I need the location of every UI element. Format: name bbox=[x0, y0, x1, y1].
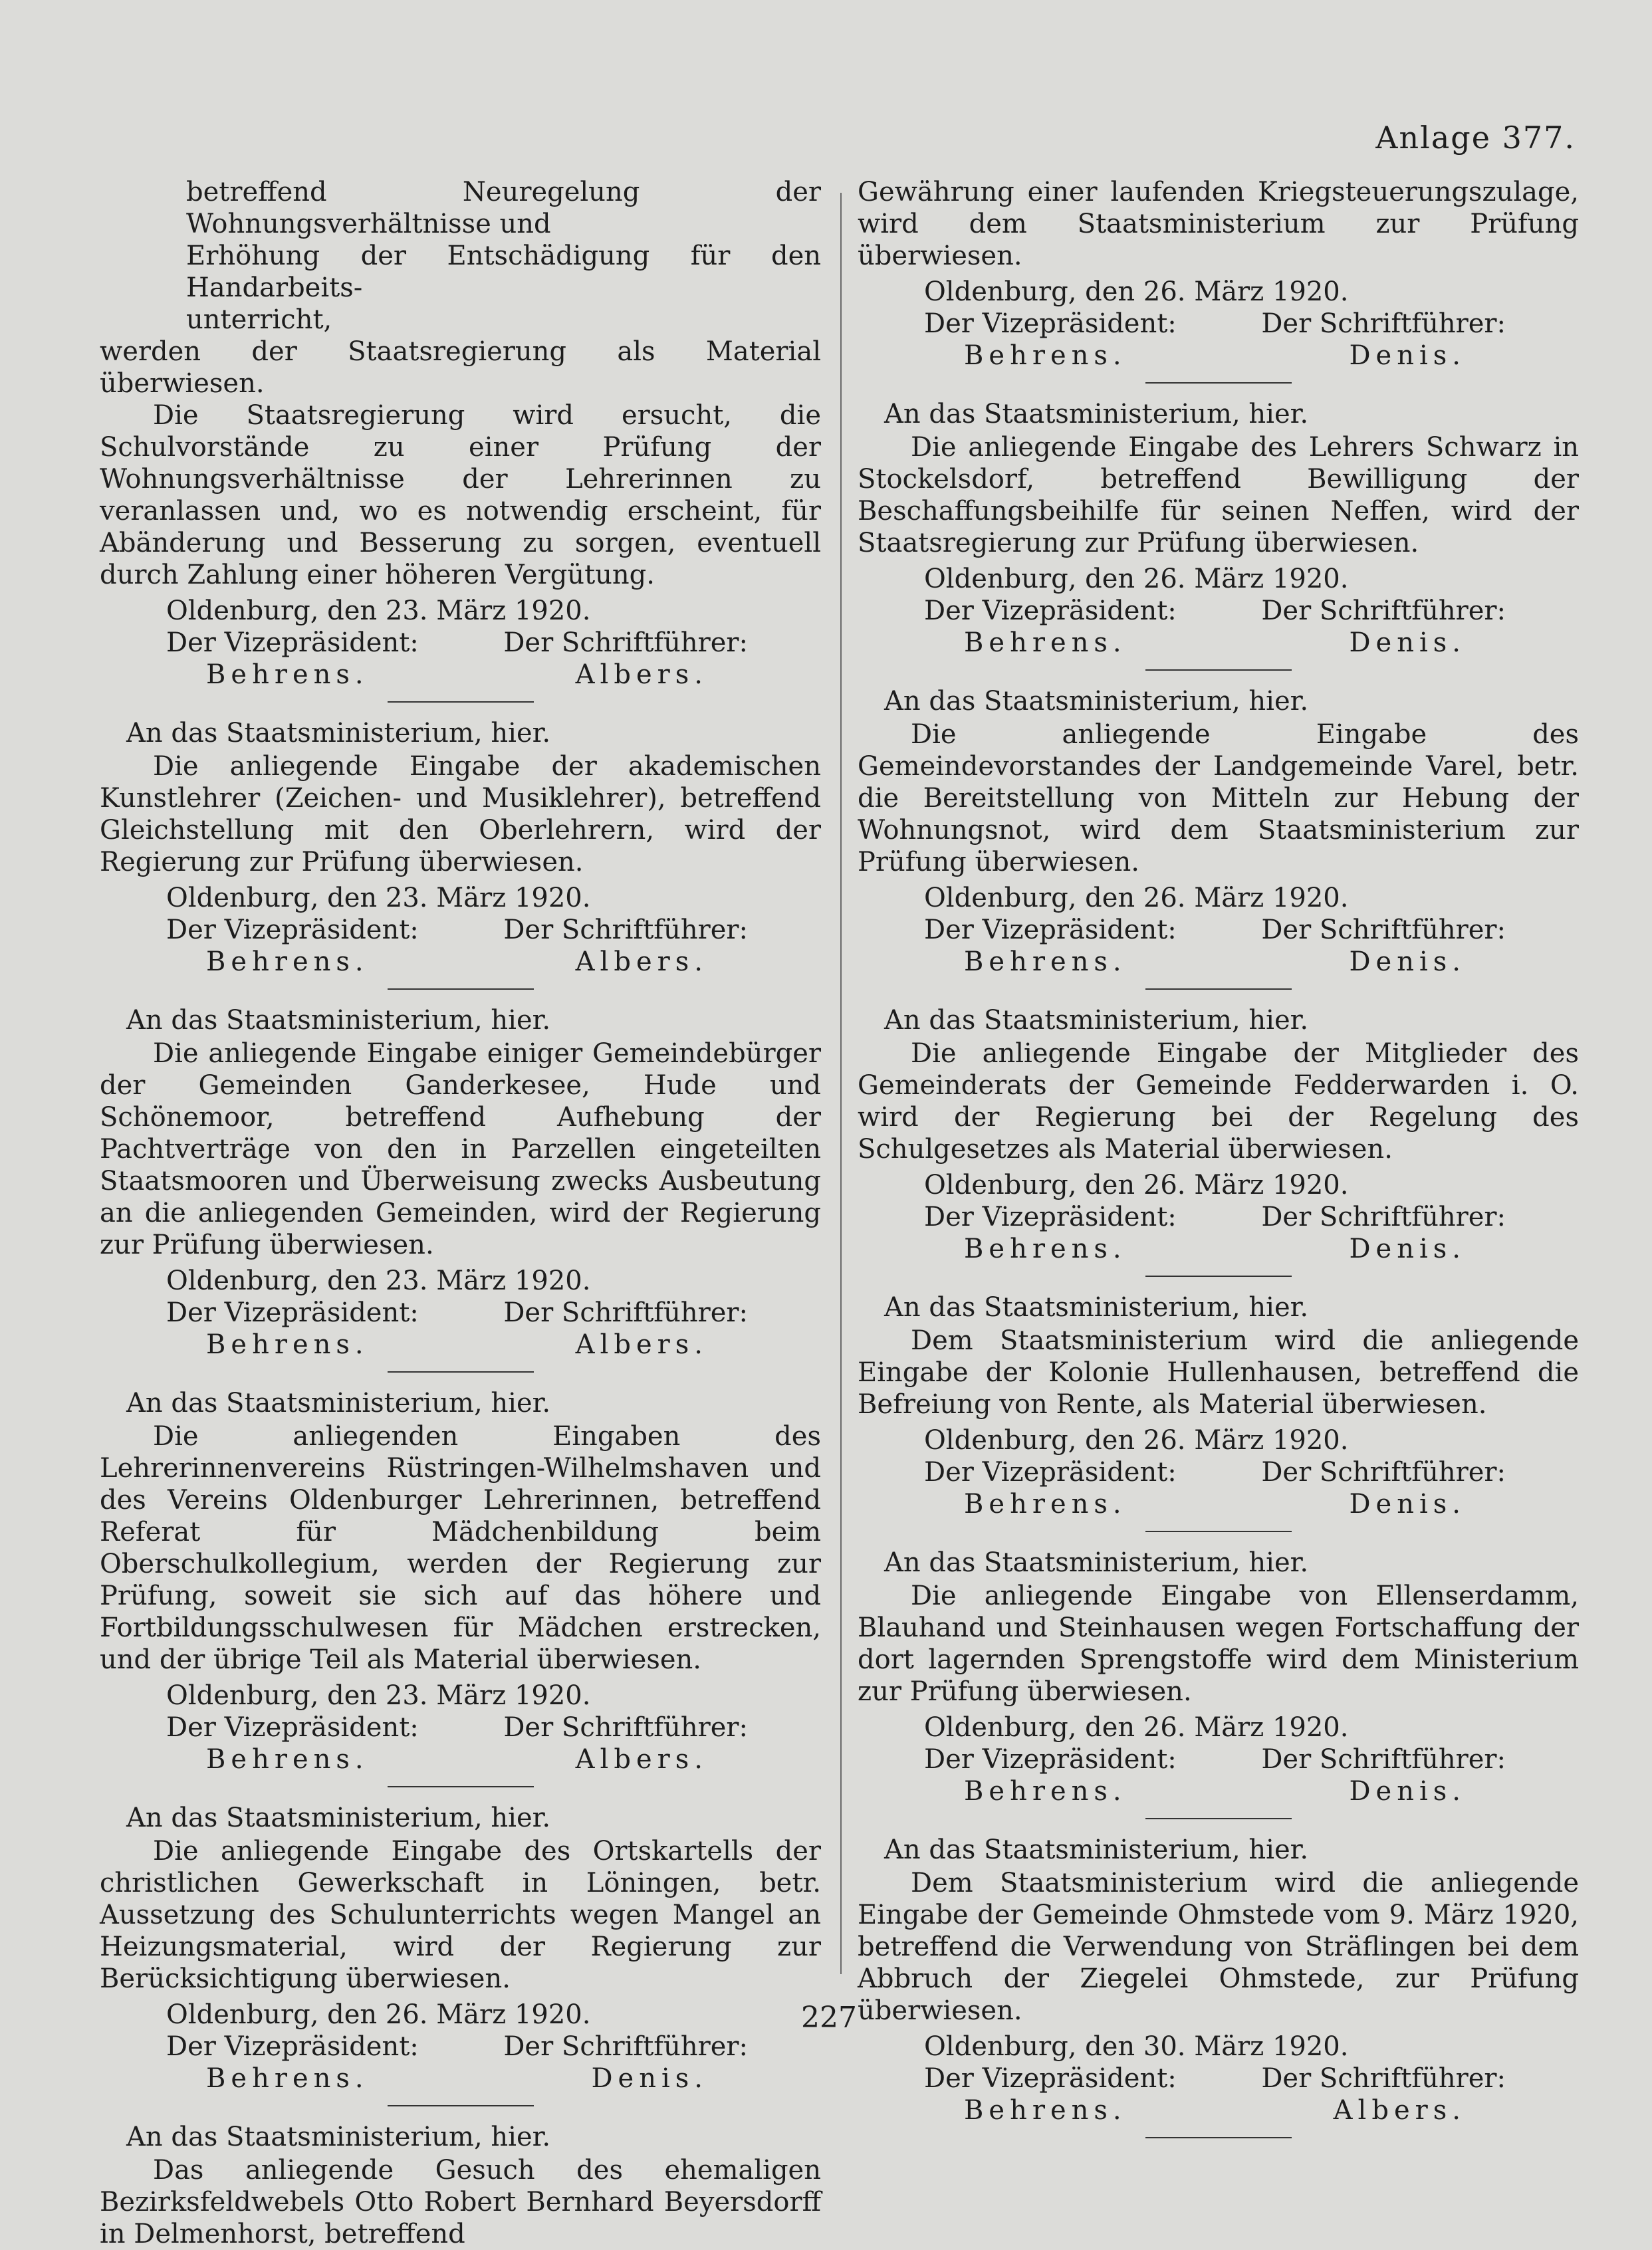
page-header-title: Anlage 377. bbox=[1375, 120, 1576, 156]
entry-text: Die anliegende Eingabe einiger Gemeindebürger der Gemeinden Ganderkesee, Hude und Schönemoor, betreffend Aufhebung der Pachtverträge von den in Parzellen eingeteilten Staatsmooren und Überweisung zwecks Ausbeutung an die anliegenden Gemeinden, wird der Regierung zur Prüfung überwiesen. bbox=[100, 1038, 821, 1260]
secretary-name: Denis. bbox=[1349, 1489, 1466, 1519]
signature-names bbox=[858, 1233, 1579, 1265]
signature-names bbox=[858, 340, 1579, 372]
vice-president-label: Der Vizepräsident: bbox=[166, 627, 419, 658]
addressee: An das Staatsministerium, hier. bbox=[126, 718, 551, 748]
secretary-name: Albers. bbox=[575, 947, 708, 977]
addressee: An das Staatsministerium, hier. bbox=[884, 1835, 1309, 1865]
secretary-name: Denis. bbox=[1349, 627, 1466, 658]
place-date: Oldenburg, den 23. März 1920. bbox=[166, 1266, 591, 1296]
signature-names bbox=[100, 946, 821, 978]
intro-line-1: betreffend Neuregelung der Wohnungsverhältnisse und bbox=[186, 177, 821, 239]
signature-labels bbox=[858, 1201, 1579, 1233]
secretary-label: Der Schriftführer: bbox=[503, 1712, 748, 1743]
separator-rule bbox=[388, 2105, 534, 2106]
intro-text-3: Die Staatsregierung wird ersucht, die Schulvorstände zu einer Prüfung der Wohnungsverhältnisse der Lehrerinnen zu veranlassen und, wo es notwendig erscheint, für Abänderung und Besserung zu sorgen, eventuell durch Zahlung einer höheren Vergütung. bbox=[100, 400, 821, 590]
entry-text: Die anliegende Eingabe des Lehrers Schwarz in Stockelsdorf, betreffend Bewilligung der Beschaffungsbeihilfe für seinen Neffen, wird der Staatsregierung zur Prüfung überwiesen. bbox=[858, 432, 1579, 558]
vice-president-name: Behrens. bbox=[964, 1234, 1127, 1264]
vice-president-name: Behrens. bbox=[964, 340, 1127, 371]
secretary-label: Der Schriftführer: bbox=[1261, 915, 1506, 945]
secretary-label: Der Schriftführer: bbox=[503, 915, 748, 945]
vice-president-label: Der Vizepräsident: bbox=[924, 915, 1177, 945]
column-divider bbox=[840, 193, 842, 1974]
entry bbox=[100, 717, 821, 990]
secretary-label: Der Schriftführer: bbox=[1261, 1202, 1506, 1232]
signature-labels bbox=[100, 914, 821, 946]
addressee: An das Staatsministerium, hier. bbox=[126, 1388, 551, 1418]
signature-names bbox=[100, 659, 821, 691]
page-number: 227 bbox=[801, 2001, 857, 2035]
signature-names bbox=[858, 627, 1579, 659]
vice-president-name: Behrens. bbox=[964, 627, 1127, 658]
vice-president-label: Der Vizepräsident: bbox=[166, 2031, 419, 2062]
place-date: Oldenburg, den 26. März 1920. bbox=[924, 277, 1349, 307]
vice-president-label: Der Vizepräsident: bbox=[924, 1457, 1177, 1488]
vice-president-name: Behrens. bbox=[206, 1329, 369, 1360]
place-date: Oldenburg, den 26. März 1920. bbox=[166, 1999, 591, 2030]
right-column bbox=[858, 176, 1579, 2153]
entry bbox=[858, 1004, 1579, 1277]
entry bbox=[858, 398, 1579, 671]
signature-labels bbox=[100, 627, 821, 659]
signature-labels bbox=[858, 2063, 1579, 2094]
secretary-name: Albers. bbox=[575, 659, 708, 690]
separator-rule bbox=[1145, 2137, 1292, 2138]
secretary-label: Der Schriftführer: bbox=[1261, 308, 1506, 339]
signature-names bbox=[858, 1775, 1579, 1807]
signature-labels bbox=[858, 595, 1579, 627]
separator-rule bbox=[388, 1371, 534, 1373]
intro-line-3: unterricht, bbox=[186, 304, 332, 335]
vice-president-label: Der Vizepräsident: bbox=[924, 1744, 1177, 1775]
entry bbox=[858, 685, 1579, 990]
entry-text: Das anliegende Gesuch des ehemaligen Bezirksfeldwebels Otto Robert Bernhard Beyersdorff in Delmenhorst, betreffend bbox=[100, 2155, 821, 2249]
secretary-name: Albers. bbox=[575, 1329, 708, 1360]
intro-text-2: werden der Staatsregierung als Material überwiesen. bbox=[100, 336, 821, 399]
place-date: Oldenburg, den 30. März 1920. bbox=[924, 2031, 1349, 2062]
secretary-name: Albers. bbox=[1333, 2095, 1466, 2126]
entry bbox=[858, 1834, 1579, 2138]
entry bbox=[858, 1292, 1579, 1532]
place-date: Oldenburg, den 26. März 1920. bbox=[924, 883, 1349, 913]
vice-president-label: Der Vizepräsident: bbox=[924, 2063, 1177, 2094]
separator-rule bbox=[1145, 988, 1292, 990]
separator-rule bbox=[388, 988, 534, 990]
signature-names bbox=[858, 1488, 1579, 1520]
addressee: An das Staatsministerium, hier. bbox=[126, 1803, 551, 1833]
signature-names bbox=[100, 1744, 821, 1775]
vice-president-name: Behrens. bbox=[964, 1776, 1127, 1807]
signature-names bbox=[100, 1329, 821, 1361]
entry bbox=[100, 1004, 821, 1373]
signature-labels bbox=[858, 914, 1579, 946]
secretary-label: Der Schriftführer: bbox=[1261, 1744, 1506, 1775]
separator-rule bbox=[388, 1786, 534, 1787]
intro-line-2: Erhöhung der Entschädigung für den Handarbeits- bbox=[186, 241, 821, 303]
addressee: An das Staatsministerium, hier. bbox=[884, 1292, 1309, 1323]
vice-president-label: Der Vizepräsident: bbox=[924, 596, 1177, 626]
place-date: Oldenburg, den 26. März 1920. bbox=[924, 1425, 1349, 1456]
place-date: Oldenburg, den 23. März 1920. bbox=[166, 596, 591, 626]
addressee: An das Staatsministerium, hier. bbox=[884, 1547, 1309, 1578]
vice-president-name: Behrens. bbox=[964, 947, 1127, 977]
entry bbox=[100, 1802, 821, 2106]
vice-president-label: Der Vizepräsident: bbox=[166, 1712, 419, 1743]
secretary-name: Denis. bbox=[1349, 1234, 1466, 1264]
place-date: Oldenburg, den 26. März 1920. bbox=[924, 564, 1349, 594]
secretary-label: Der Schriftführer: bbox=[1261, 2063, 1506, 2094]
addressee: An das Staatsministerium, hier. bbox=[884, 686, 1309, 717]
continuation-entry bbox=[858, 176, 1579, 384]
secretary-name: Denis. bbox=[1349, 1776, 1466, 1807]
place-date: Oldenburg, den 26. März 1920. bbox=[924, 1712, 1349, 1743]
secretary-name: Denis. bbox=[1349, 340, 1466, 371]
vice-president-name: Behrens. bbox=[206, 659, 369, 690]
signature-names bbox=[858, 946, 1579, 978]
left-column bbox=[100, 176, 821, 2250]
entry-text: Die anliegende Eingabe von Ellenserdamm, Blauhand und Steinhausen wegen Fortschaffung der dort lagernden Sprengstoffe wird dem Ministerium zur Prüfung überwiesen. bbox=[858, 1581, 1579, 1707]
separator-rule bbox=[1145, 669, 1292, 671]
vice-president-name: Behrens. bbox=[206, 2063, 369, 2094]
vice-president-name: Behrens. bbox=[206, 1744, 369, 1775]
intro-entry bbox=[100, 176, 821, 703]
entry-text: Gewährung einer laufenden Kriegsteuerungszulage, wird dem Staatsministerium zur Prüfung überwiesen. bbox=[858, 177, 1579, 271]
vice-president-label: Der Vizepräsident: bbox=[924, 1202, 1177, 1232]
signature-names bbox=[100, 2063, 821, 2094]
entry-text: Die anliegende Eingabe des Ortskartells der christlichen Gewerkschaft in Löningen, betr. Aussetzung des Schulunterrichts wegen Mangel an Heizungsmaterial, wird der Regierung zur Berücksichtigung überwiesen. bbox=[100, 1836, 821, 1994]
vice-president-label: Der Vizepräsident: bbox=[166, 915, 419, 945]
secretary-label: Der Schriftführer: bbox=[503, 1297, 748, 1328]
addressee: An das Staatsministerium, hier. bbox=[884, 1005, 1309, 1036]
secretary-name: Denis. bbox=[1349, 947, 1466, 977]
vice-president-label: Der Vizepräsident: bbox=[924, 308, 1177, 339]
entry-text: Dem Staatsministerium wird die anliegende Eingabe der Kolonie Hullenhausen, betreffend die Befreiung von Rente, als Material überwiesen. bbox=[858, 1325, 1579, 1420]
vice-president-name: Behrens. bbox=[964, 1489, 1127, 1519]
place-date: Oldenburg, den 23. März 1920. bbox=[166, 1680, 591, 1711]
secretary-label: Der Schriftführer: bbox=[1261, 596, 1506, 626]
signature-labels bbox=[100, 2031, 821, 2063]
addressee: An das Staatsministerium, hier. bbox=[126, 1005, 551, 1036]
place-date: Oldenburg, den 26. März 1920. bbox=[924, 1170, 1349, 1200]
addressee: An das Staatsministerium, hier. bbox=[884, 399, 1309, 429]
entry bbox=[100, 1387, 821, 1787]
vice-president-name: Behrens. bbox=[964, 2095, 1127, 2126]
signature-names bbox=[858, 2094, 1579, 2126]
secretary-name: Albers. bbox=[575, 1744, 708, 1775]
separator-rule bbox=[1145, 1818, 1292, 1819]
addressee: An das Staatsministerium, hier. bbox=[126, 2122, 551, 2152]
entry-text: Die anliegende Eingabe der Mitglieder des Gemeinderats der Gemeinde Fedderwarden i. O. wird der Regierung bei der Regelung des Schulgesetzes als Material überwiesen. bbox=[858, 1038, 1579, 1165]
signature-labels bbox=[100, 1712, 821, 1744]
vice-president-label: Der Vizepräsident: bbox=[166, 1297, 419, 1328]
entry-text: Die anliegende Eingabe der akademischen Kunstlehrer (Zeichen- und Musiklehrer), betreffend Gleichstellung mit den Oberlehrern, wird der Regierung zur Prüfung überwiesen. bbox=[100, 751, 821, 877]
entry-text: Die anliegenden Eingaben des Lehrerinnenvereins Rüstringen-Wilhelmshaven und des Vereins Oldenburger Lehrerinnen, betreffend Referat für Mädchenbildung beim Oberschulkollegium, werden der Regierung zur Prüfung, soweit sie sich auf das höhere und Fortbildungsschulwesen für Mädchen erstrecken, und der übrige Teil als Material überwiesen. bbox=[100, 1421, 821, 1675]
entry bbox=[100, 2121, 821, 2250]
vice-president-name: Behrens. bbox=[206, 947, 369, 977]
entry-text: Die anliegende Eingabe des Gemeindevorstandes der Landgemeinde Varel, betr. die Bereitstellung von Mitteln zur Hebung der Wohnungsnot, wird dem Staatsministerium zur Prüfung überwiesen. bbox=[858, 719, 1579, 877]
signature-labels bbox=[100, 1297, 821, 1329]
signature-labels bbox=[858, 308, 1579, 340]
signature-labels bbox=[858, 1456, 1579, 1488]
entry-text: Dem Staatsministerium wird die anliegende Eingabe der Gemeinde Ohmstede vom 9. März 1920, betreffend die Verwendung von Sträflingen bei dem Abbruch der Ziegelei Ohmstede, zur Prüfung überwiesen. bbox=[858, 1868, 1579, 2026]
secretary-label: Der Schriftführer: bbox=[503, 627, 748, 658]
entry bbox=[858, 1547, 1579, 1819]
separator-rule bbox=[1145, 1531, 1292, 1532]
secretary-label: Der Schriftführer: bbox=[503, 2031, 748, 2062]
place-date: Oldenburg, den 23. März 1920. bbox=[166, 883, 591, 913]
signature-labels bbox=[858, 1744, 1579, 1775]
secretary-label: Der Schriftführer: bbox=[1261, 1457, 1506, 1488]
separator-rule bbox=[388, 701, 534, 703]
secretary-name: Denis. bbox=[591, 2063, 708, 2094]
separator-rule bbox=[1145, 1276, 1292, 1277]
separator-rule bbox=[1145, 382, 1292, 384]
